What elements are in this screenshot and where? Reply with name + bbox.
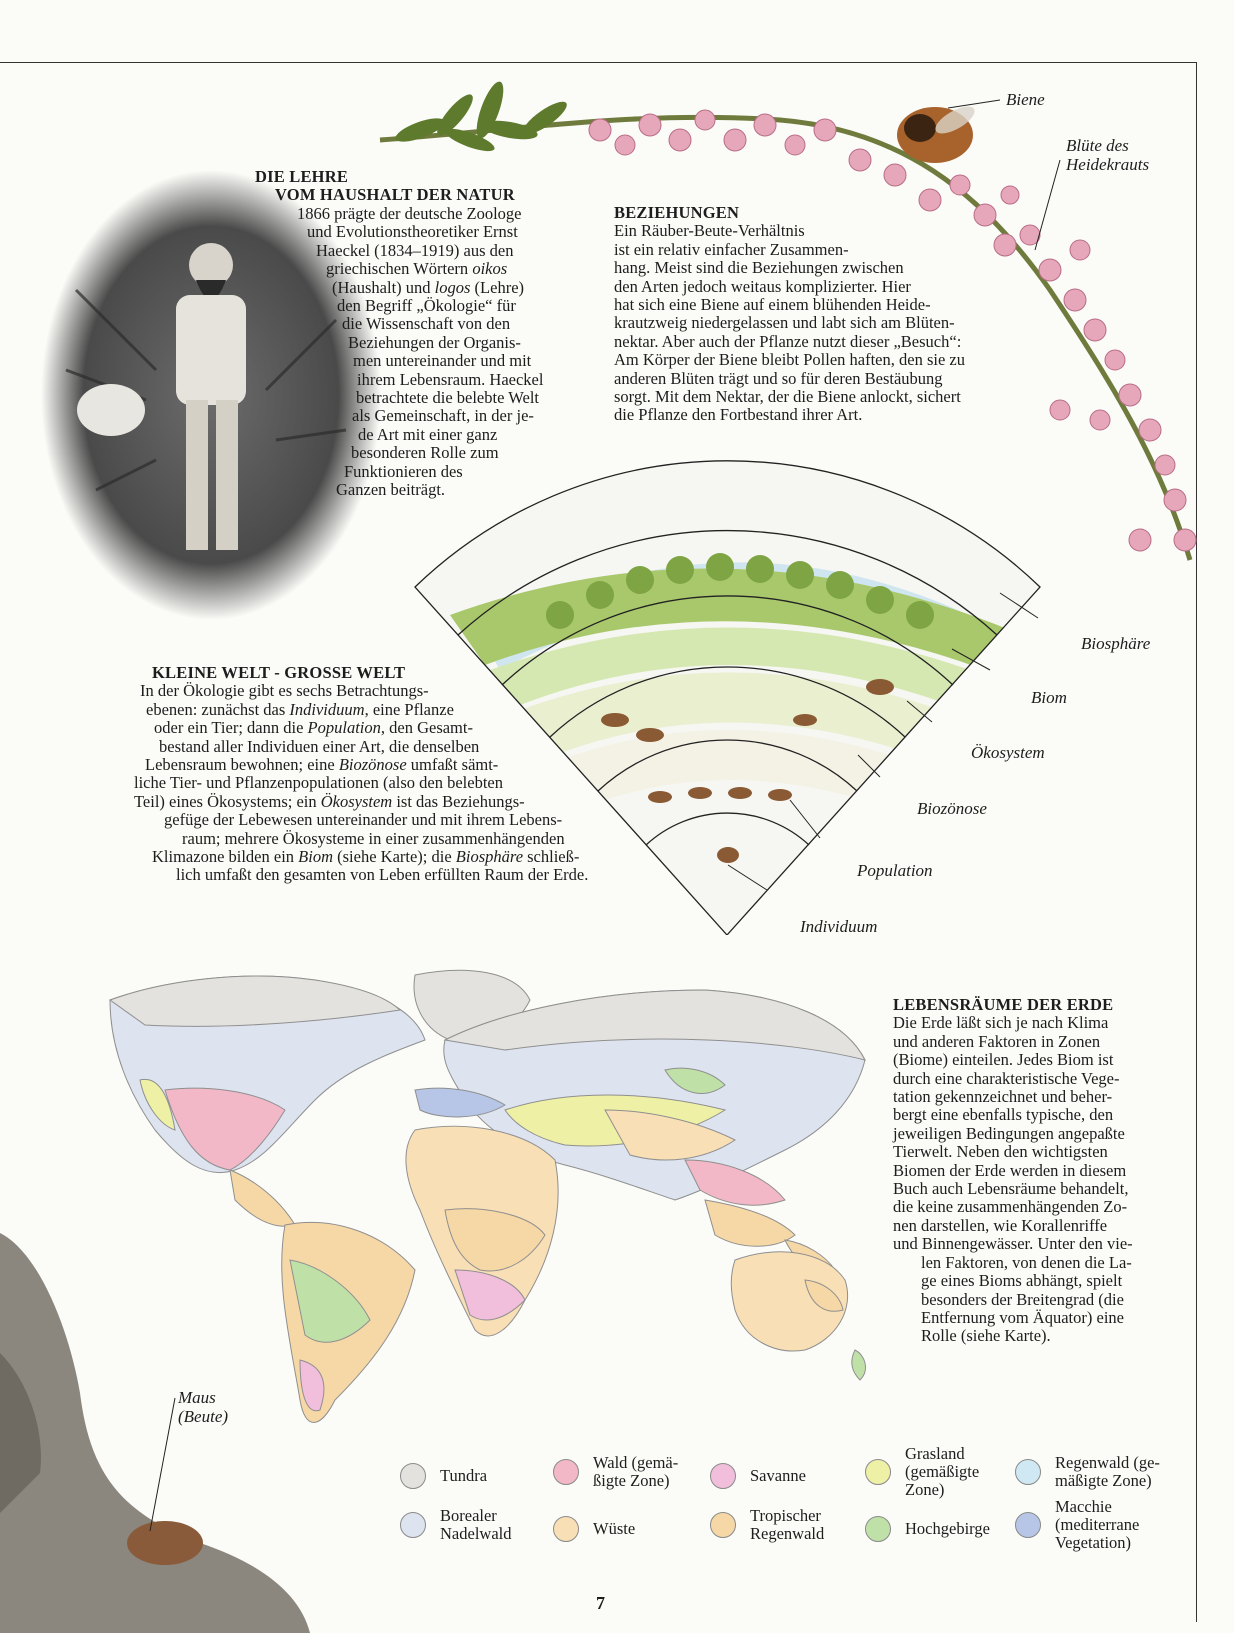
beziehungen-line: Am Körper der Biene bleibt Pollen haften, den sie zu (614, 350, 965, 370)
legend-item-borealer (400, 1507, 511, 1543)
haeckel-line: den Begriff „Ökologie“ für (337, 296, 516, 316)
beziehungen-line: Ein Räuber-Beute-Verhältnis (614, 221, 805, 241)
lebensraeume-line: Biomen der Erde werden in diesem (893, 1160, 1127, 1180)
legend-label-grasland (905, 1445, 979, 1499)
mouse-icon (127, 1521, 203, 1565)
legend-swatch-regenwald-gem (1015, 1459, 1041, 1485)
africa (406, 1126, 558, 1336)
legend-item-wald (553, 1454, 678, 1490)
beziehungen-block (614, 204, 1044, 425)
label-biom: Biom (1031, 688, 1067, 707)
haeckel-line: Beziehungen der Organis- (348, 332, 521, 352)
kleine-welt-line: raum; mehrere Ökosysteme in einer zusammenhängenden (182, 828, 565, 848)
beziehungen-line: die Pflanze den Fortbestand ihrer Art. (614, 405, 863, 425)
lebensraeume-line: besonders der Breitengrad (die (921, 1289, 1124, 1309)
legend-label-line: Hochgebirge (905, 1519, 990, 1538)
legend-label-borealer (440, 1507, 511, 1543)
lebensraeume-line: Rolle (siehe Karte). (921, 1326, 1051, 1346)
label-biozoenose: Biozönose (917, 799, 987, 818)
kleine-welt-line: Teil) eines Ökosystems; ein Ökosystem ist das Beziehungs- (134, 791, 525, 811)
legend-label-line: Regenwald (ge- (1055, 1453, 1160, 1472)
kleine-welt-line: bestand aller Individuen einer Art, die denselben (159, 736, 480, 756)
kleine-welt-line: liche Tier- und Pflanzenpopulationen (also den belebten (134, 773, 503, 793)
legend-swatch-grasland (865, 1459, 891, 1485)
kleine-welt-line: ebenen: zunächst das Individuum, eine Pflanze (146, 699, 454, 719)
legend-label-trop-regenwald (750, 1507, 824, 1543)
legend-label-line: Regenwald (750, 1524, 825, 1543)
label-bluete-line: Blüte des (1066, 136, 1129, 155)
haeckel-line: men untereinander und mit (353, 351, 532, 371)
legend-swatch-tundra (400, 1463, 426, 1489)
rock-mouse-illustration (0, 1213, 320, 1633)
legend-swatch-wald (553, 1459, 579, 1485)
lebensraeume-line: Die Erde läßt sich je nach Klima (893, 1013, 1109, 1033)
legend-item-trop-regenwald (710, 1507, 824, 1543)
lebensraeume-line: ge eines Bioms abhängt, spielt (921, 1271, 1123, 1291)
lebensraeume-line: und Binnengewässer. Unter den vie- (893, 1234, 1133, 1254)
kleine-welt-line: Lebensraum bewohnen; eine Biozönose umfaßt sämt- (145, 755, 499, 775)
haeckel-line: Haeckel (1834–1919) aus den (316, 240, 514, 260)
kleine-welt-line: gefüge der Lebewesen untereinander und mit ihrem Lebens- (164, 810, 563, 830)
legend-swatch-savanne (710, 1463, 736, 1489)
legend-label-line: Wüste (593, 1519, 636, 1538)
haeckel-line: die Wissenschaft von den (342, 314, 511, 334)
kleine-welt-line: In der Ökologie gibt es sechs Betrachtungs- (140, 681, 429, 701)
label-maus-line: Maus (178, 1388, 216, 1407)
legend-label-line: ßigte Zone) (593, 1471, 670, 1490)
haeckel-line: und Evolutionstheoretiker Ernst (307, 222, 518, 242)
lebensraeume-line: bergt eine ebenfalls typische, den (893, 1105, 1114, 1125)
lebensraeume-line: die keine zusammenhängenden Zo- (893, 1197, 1128, 1217)
lebensraeume-line: Entfernung vom Äquator) eine (921, 1307, 1124, 1327)
legend-label-line: Zone) (905, 1480, 945, 1499)
legend-label-line: mäßigte Zone) (1055, 1471, 1152, 1490)
label-maus-line: (Beute) (178, 1407, 229, 1426)
lebensraeume-block (893, 996, 1173, 1346)
haeckel-line: (Haushalt) und logos (Lehre) (332, 277, 525, 297)
legend-label-macchie (1055, 1498, 1139, 1552)
label-biosphaere: Biosphäre (1081, 634, 1151, 653)
haeckel-text-block (255, 168, 541, 205)
legend-swatch-trop-regenwald (710, 1512, 736, 1538)
legend-label-line: Borealer (440, 1506, 497, 1525)
kleine-welt-title: KLEINE WELT - GROSSE WELT (152, 663, 406, 682)
legend-label-line: Vegetation) (1055, 1533, 1132, 1552)
lebensraeume-line: und anderen Faktoren in Zonen (893, 1031, 1101, 1051)
kleine-welt-line: lich umfaßt den gesamten von Leben erfüllten Raum der Erde. (176, 865, 589, 885)
legend-label-regenwald-gem (1055, 1454, 1160, 1490)
legend-item-savanne (710, 1463, 806, 1489)
legend-label-wueste (593, 1520, 635, 1538)
legend-swatch-hochgebirge (865, 1516, 891, 1542)
legend-item-grasland (865, 1445, 979, 1499)
legend-label-wald (593, 1454, 678, 1490)
lebensraeume-line: len Faktoren, von denen die La- (921, 1252, 1132, 1272)
label-oekosystem: Ökosystem (971, 743, 1045, 762)
lebensraeume-line: tation gekennzeichnet und beher- (893, 1087, 1113, 1107)
kleine-welt-line: oder ein Tier; dann die Population, den Gesamt- (154, 718, 473, 738)
haeckel-title-2: VOM HAUSHALT DER NATUR (275, 185, 515, 205)
lebensraeume-line: nen darstellen, wie Korallenriffe (893, 1215, 1108, 1235)
haeckel-line: als Gemeinschaft, in der je- (352, 406, 534, 426)
haeckel-line: Ganzen beiträgt. (336, 480, 446, 500)
legend-label-line: Wald (gemä- (593, 1453, 679, 1472)
label-individuum: Individuum (800, 917, 878, 936)
legend-label-line: Tropischer (750, 1506, 821, 1525)
lebensraeume-line: durch eine charakteristische Vege- (893, 1068, 1120, 1088)
beziehungen-line: anderen Blüten trägt und so für deren Bestäubung (614, 368, 943, 388)
kleine-welt-block (134, 664, 674, 885)
lebensraeume-line: Tierwelt. Neben den wichtigsten (893, 1142, 1108, 1162)
australia (731, 1252, 865, 1380)
legend-item-regenwald-gem (1015, 1454, 1160, 1490)
legend-item-hochgebirge (865, 1516, 990, 1542)
legend-label-line: Grasland (905, 1444, 965, 1463)
legend-item-wueste (553, 1516, 635, 1542)
kleine-welt-line: Klimazone bilden ein Biom (siehe Karte); die Biosphäre schließ- (152, 847, 580, 867)
legend-label-tundra (440, 1467, 487, 1485)
lebensraeume-line: Buch auch Lebensräume behandelt, (893, 1179, 1129, 1199)
beziehungen-line: hat sich eine Biene auf einem blühenden Heide- (614, 295, 931, 315)
legend-label-savanne (750, 1467, 806, 1485)
haeckel-line: besonderen Rolle zum (351, 443, 499, 463)
bee-icon (897, 101, 979, 163)
label-biene: Biene (1006, 90, 1045, 109)
legend-label-line: Savanne (750, 1466, 806, 1485)
legend-label-line: Tundra (440, 1466, 488, 1485)
label-bluete-line: Heidekrauts (1066, 155, 1150, 174)
haeckel-line: Funktionieren des (344, 461, 463, 481)
lebensraeume-title: LEBENSRÄUME DER ERDE (893, 995, 1114, 1014)
haeckel-line: betrachtete die belebte Welt (356, 388, 539, 408)
lebensraeume-line: jeweiligen Bedingungen angepaßte (893, 1123, 1125, 1143)
page-number: 7 (596, 1593, 605, 1613)
haeckel-line: griechischen Wörtern oikos (326, 259, 508, 279)
beziehungen-line: krautzweig niedergelassen und labt sich am Blüten- (614, 313, 955, 333)
beziehungen-title: BEZIEHUNGEN (614, 203, 740, 222)
beziehungen-line: ist ein relativ einfacher Zusammen- (614, 239, 849, 259)
legend-label-hochgebirge (905, 1520, 990, 1538)
beziehungen-line: den Arten jedoch weitaus komplizierter. Hier (614, 276, 911, 296)
label-population: Population (857, 861, 933, 880)
legend-label-line: Nadelwald (440, 1524, 512, 1543)
haeckel-line: de Art mit einer ganz (358, 424, 498, 444)
beziehungen-line: sorgt. Mit dem Nektar, der die Biene anlockt, sichert (614, 387, 961, 407)
haeckel-line: 1866 prägte der deutsche Zoologe (297, 204, 522, 223)
beziehungen-line: nektar. Aber auch der Pflanze nutzt dieser „Besuch“: (614, 331, 962, 351)
beziehungen-line: hang. Meist sind die Beziehungen zwischen (614, 258, 904, 278)
legend-swatch-macchie (1015, 1512, 1041, 1538)
legend-label-line: (mediterrane (1055, 1515, 1140, 1534)
lebensraeume-line: (Biome) einteilen. Jedes Biom ist (893, 1050, 1114, 1070)
legend-swatch-borealer (400, 1512, 426, 1538)
legend-swatch-wueste (553, 1516, 579, 1542)
haeckel-title-1: DIE LEHRE (255, 167, 349, 186)
legend-label-line: Macchie (1055, 1497, 1112, 1516)
label-maus (178, 1388, 228, 1426)
haeckel-line: ihrem Lebensraum. Haeckel (357, 369, 544, 389)
legend-item-macchie (1015, 1498, 1139, 1552)
north-america (110, 976, 425, 1226)
legend-label-line: (gemäßigte (905, 1462, 980, 1481)
label-bluete (1066, 136, 1149, 174)
leaf-sprig (393, 79, 571, 156)
legend-item-tundra (400, 1463, 487, 1489)
